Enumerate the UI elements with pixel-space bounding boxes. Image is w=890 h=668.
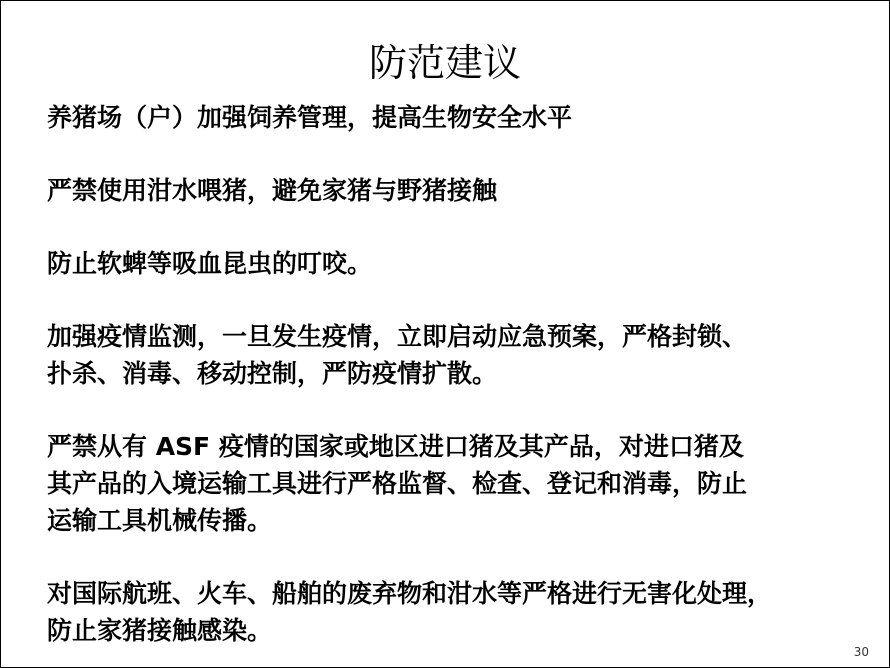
paragraph-line: 防止软蜱等吸血昆虫的叮咬。 — [47, 249, 373, 278]
paragraph-line: 养猪场（户）加强饲养管理，提高生物安全水平 — [47, 103, 573, 132]
slide-content — [47, 99, 877, 668]
paragraph-line: 严禁从有 ASF 疫情的国家或地区进口猪及其产品，对进口猪及 — [47, 432, 744, 461]
page-number: 30 — [853, 645, 869, 659]
paragraph-5 — [47, 428, 877, 539]
paragraph-line: 对国际航班、火车、船舶的废弃物和泔水等严格进行无害化处理， — [47, 579, 773, 608]
paragraph-6 — [47, 575, 877, 649]
paragraph-line: 防止家猪接触感染。 — [47, 616, 273, 645]
paragraph-1 — [47, 99, 877, 136]
paragraph-4 — [47, 318, 877, 392]
slide-title: 防范建议 — [368, 41, 521, 85]
paragraph-3 — [47, 245, 877, 282]
paragraph-line: 其产品的入境运输工具进行严格监督、检查、登记和消毒，防止 — [47, 469, 748, 498]
paragraph-2 — [47, 172, 877, 209]
paragraph-line: 严禁使用泔水喂猪，避免家猪与野猪接触 — [47, 176, 498, 205]
paragraph-line: 运输工具机械传播。 — [47, 506, 273, 535]
paragraph-line: 扑杀、消毒、移动控制，严防疫情扩散。 — [47, 359, 498, 388]
paragraph-line: 加强疫情监测，一旦发生疫情，立即启动应急预案，严格封锁、 — [47, 322, 748, 351]
